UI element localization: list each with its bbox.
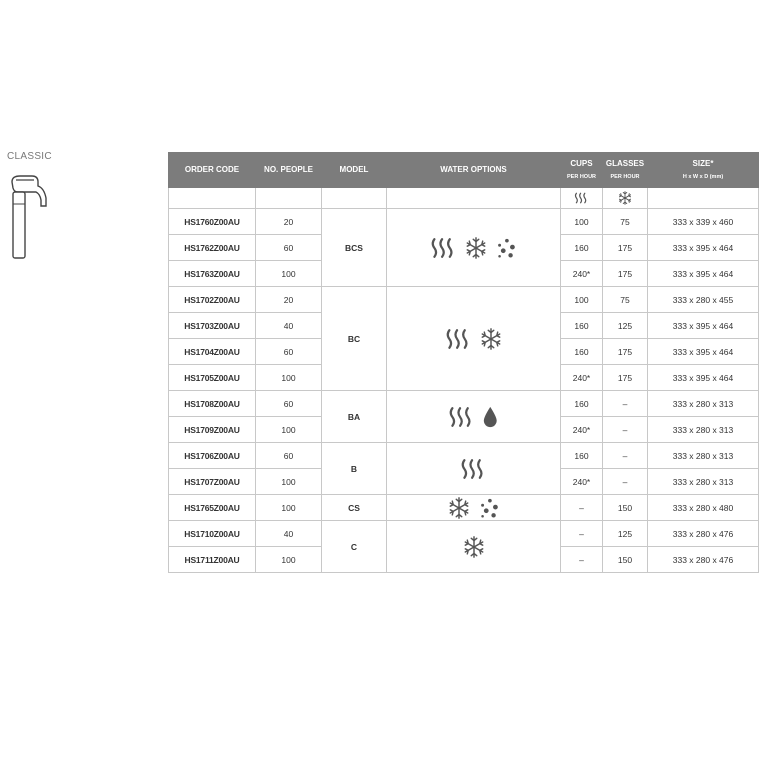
steam-icon [460, 458, 486, 480]
header-glasses-label: GLASSES [605, 159, 645, 169]
order-code-cell: HS1707Z00AU [169, 469, 256, 495]
header-blank [648, 188, 759, 209]
cups-cell: 100 [561, 287, 603, 313]
people-cell: 40 [256, 521, 322, 547]
water-options-cell [387, 443, 561, 495]
cups-cell: 240* [561, 365, 603, 391]
snowflake-icon [463, 536, 485, 558]
size-cell: 333 x 395 x 464 [648, 339, 759, 365]
order-code-cell: HS1705Z00AU [169, 365, 256, 391]
snowflake-icon [480, 328, 502, 350]
people-cell: 100 [256, 547, 322, 573]
sparkling-icon [495, 237, 517, 259]
glasses-cell: 150 [603, 547, 648, 573]
size-cell: 333 x 280 x 476 [648, 547, 759, 573]
size-cell: 333 x 395 x 464 [648, 235, 759, 261]
model-cell: BA [322, 391, 387, 443]
people-cell: 20 [256, 287, 322, 313]
glasses-cell: 150 [603, 495, 648, 521]
size-cell: 333 x 280 x 313 [648, 443, 759, 469]
order-code-cell: HS1702Z00AU [169, 287, 256, 313]
order-code-cell: HS1765Z00AU [169, 495, 256, 521]
water-options-cell [387, 391, 561, 443]
cups-cell: – [561, 521, 603, 547]
people-cell: 60 [256, 391, 322, 417]
header-glasses-sub: PER HOUR [610, 174, 640, 180]
table-row [169, 287, 759, 313]
table-row [169, 495, 759, 521]
cups-cell: 160 [561, 313, 603, 339]
header-blank [169, 188, 256, 209]
size-cell: 333 x 280 x 480 [648, 495, 759, 521]
header-blank [256, 188, 322, 209]
cups-cell: 240* [561, 417, 603, 443]
steam-icon [445, 328, 471, 350]
glasses-cell: 175 [603, 339, 648, 365]
people-cell: 100 [256, 365, 322, 391]
water-options-cell [387, 495, 561, 521]
water-options-cell [387, 287, 561, 391]
size-cell: 333 x 339 x 460 [648, 209, 759, 235]
snowflake-icon [465, 237, 487, 259]
table-row [169, 391, 759, 417]
section-label: CLASSIC [7, 151, 52, 162]
header-model: MODEL [322, 153, 387, 188]
order-code-cell: HS1763Z00AU [169, 261, 256, 287]
water-options-cell [387, 209, 561, 287]
table-row [169, 521, 759, 547]
order-code-cell: HS1704Z00AU [169, 339, 256, 365]
size-cell: 333 x 395 x 464 [648, 261, 759, 287]
people-cell: 60 [256, 443, 322, 469]
size-cell: 333 x 280 x 313 [648, 391, 759, 417]
glasses-cell: 75 [603, 209, 648, 235]
droplet-icon [482, 406, 499, 428]
glasses-cell: 125 [603, 521, 648, 547]
cups-cell: 160 [561, 235, 603, 261]
sparkling-icon [478, 497, 500, 519]
people-cell: 100 [256, 495, 322, 521]
header-glasses [603, 153, 648, 188]
cups-cell: 160 [561, 339, 603, 365]
cups-cell: 240* [561, 261, 603, 287]
steam-icon [574, 192, 588, 204]
table-row [169, 209, 759, 235]
cups-cell: 240* [561, 469, 603, 495]
order-code-cell: HS1710Z00AU [169, 521, 256, 547]
glasses-cell: 175 [603, 235, 648, 261]
model-cell: C [322, 521, 387, 573]
header-cups [561, 153, 603, 188]
glasses-cell: – [603, 443, 648, 469]
order-code-cell: HS1708Z00AU [169, 391, 256, 417]
model-cell: BCS [322, 209, 387, 287]
size-cell: 333 x 280 x 313 [648, 469, 759, 495]
cups-cell: – [561, 495, 603, 521]
header-cups-sub: PER HOUR [566, 174, 597, 180]
cups-cell: 160 [561, 391, 603, 417]
glasses-cell: – [603, 391, 648, 417]
people-cell: 100 [256, 417, 322, 443]
water-options-cell [387, 521, 561, 573]
cups-cell: 100 [561, 209, 603, 235]
people-cell: 100 [256, 261, 322, 287]
header-size [648, 153, 759, 188]
header-glasses-icon-cell [603, 188, 648, 209]
header-size-label: SIZE* [692, 159, 714, 169]
order-code-cell: HS1706Z00AU [169, 443, 256, 469]
glasses-cell: – [603, 469, 648, 495]
header-water-options: WATER OPTIONS [387, 153, 561, 188]
order-code-cell: HS1703Z00AU [169, 313, 256, 339]
header-blank [322, 188, 387, 209]
snowflake-icon [448, 497, 470, 519]
header-order-code: ORDER CODE [169, 153, 256, 188]
people-cell: 60 [256, 235, 322, 261]
snowflake-icon [618, 191, 632, 205]
model-cell: BC [322, 287, 387, 391]
glasses-cell: 125 [603, 313, 648, 339]
glasses-cell: – [603, 417, 648, 443]
size-cell: 333 x 280 x 476 [648, 521, 759, 547]
size-cell: 333 x 395 x 464 [648, 313, 759, 339]
header-cups-label: CUPS [570, 159, 593, 169]
glasses-cell: 75 [603, 287, 648, 313]
cups-cell: – [561, 547, 603, 573]
model-cell: CS [322, 495, 387, 521]
order-code-cell: HS1709Z00AU [169, 417, 256, 443]
faucet-icon [8, 174, 48, 260]
people-cell: 100 [256, 469, 322, 495]
people-cell: 40 [256, 313, 322, 339]
cups-cell: 160 [561, 443, 603, 469]
order-code-cell: HS1760Z00AU [169, 209, 256, 235]
steam-icon [430, 237, 456, 259]
header-size-sub: H x W x D (mm) [682, 174, 724, 180]
glasses-cell: 175 [603, 261, 648, 287]
order-code-cell: HS1762Z00AU [169, 235, 256, 261]
size-cell: 333 x 395 x 464 [648, 365, 759, 391]
people-cell: 20 [256, 209, 322, 235]
order-code-cell: HS1711Z00AU [169, 547, 256, 573]
header-blank [387, 188, 561, 209]
table-row [169, 443, 759, 469]
product-spec-table [168, 152, 759, 573]
steam-icon [448, 406, 474, 428]
header-cups-icon-cell [561, 188, 603, 209]
glasses-cell: 175 [603, 365, 648, 391]
model-cell: B [322, 443, 387, 495]
people-cell: 60 [256, 339, 322, 365]
header-no-people: NO. PEOPLE [256, 153, 322, 188]
size-cell: 333 x 280 x 455 [648, 287, 759, 313]
size-cell: 333 x 280 x 313 [648, 417, 759, 443]
